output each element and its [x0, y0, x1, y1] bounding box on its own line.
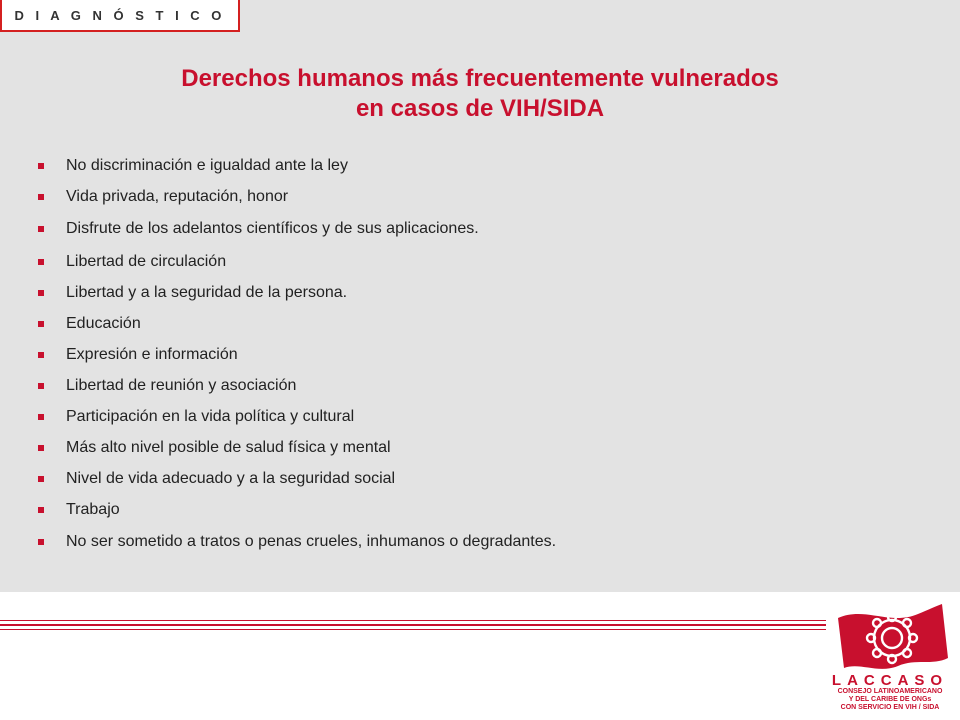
square-bullet-icon	[38, 414, 44, 420]
square-bullet-icon	[38, 352, 44, 358]
list-item	[38, 339, 918, 370]
square-bullet-icon	[38, 259, 44, 265]
footer-rules	[0, 620, 826, 633]
list-item	[38, 212, 918, 246]
logo-subtitle-line-1: CONSEJO LATINOAMERICANO	[837, 688, 943, 695]
list-item	[38, 370, 918, 401]
list-item	[38, 277, 918, 308]
divider	[0, 629, 826, 630]
square-bullet-icon	[38, 290, 44, 296]
title-line-2: en casos de VIH/SIDA	[355, 95, 605, 122]
logo-name: LACCASO	[831, 672, 949, 689]
list-item-text: Expresión e información	[66, 345, 238, 363]
list-item	[38, 150, 918, 181]
list-item-text: Libertad y a la seguridad de la persona.	[66, 283, 348, 301]
list-item-text: No ser sometido a tratos o penas crueles, inhumanos o degradantes.	[66, 533, 557, 550]
square-bullet-icon	[38, 383, 44, 389]
square-bullet-icon	[38, 226, 44, 232]
square-bullet-icon	[38, 194, 44, 200]
list-item-text: Disfrute de los adelantos científicos y de sus aplicaciones.	[66, 220, 479, 237]
list-item	[38, 401, 918, 432]
logo-subtitle-line-2: Y DEL CARIBE DE ONGs	[848, 696, 932, 703]
list-item-text: Nivel de vida adecuado y a la seguridad social	[66, 469, 396, 487]
list-item	[38, 494, 918, 525]
square-bullet-icon	[38, 321, 44, 327]
square-bullet-icon	[38, 507, 44, 513]
list-item-text: Más alto nivel posible de salud física y mental	[66, 438, 391, 456]
list-item	[38, 308, 918, 339]
square-bullet-icon	[38, 539, 44, 545]
title-line-1: Derechos humanos más frecuentemente vulnerados	[181, 65, 779, 92]
list-item	[38, 246, 918, 277]
logo-subtitle-line-3: CON SERVICIO EN VIH / SIDA	[840, 704, 940, 711]
slide-title	[0, 64, 960, 124]
divider	[0, 620, 826, 621]
logo-subtitle	[822, 688, 958, 712]
section-tag: D I A G N Ó S T I C O	[0, 0, 240, 32]
list-item-text: Libertad de circulación	[66, 252, 227, 270]
list-item-text: Participación en la vida política y cultural	[66, 407, 355, 425]
list-item-text: Vida privada, reputación, honor	[66, 187, 289, 205]
list-item-text: Libertad de reunión y asociación	[66, 376, 297, 394]
list-item	[38, 463, 918, 494]
list-item-text: No discriminación e igualdad ante la ley	[66, 156, 348, 174]
list-item	[38, 432, 918, 463]
rights-list	[38, 150, 918, 559]
square-bullet-icon	[38, 476, 44, 482]
square-bullet-icon	[38, 445, 44, 451]
list-item-text: Trabajo	[66, 500, 120, 518]
list-item-text: Educación	[66, 314, 141, 332]
square-bullet-icon	[38, 163, 44, 169]
list-item	[38, 525, 918, 559]
divider	[0, 624, 826, 626]
list-item	[38, 181, 918, 212]
